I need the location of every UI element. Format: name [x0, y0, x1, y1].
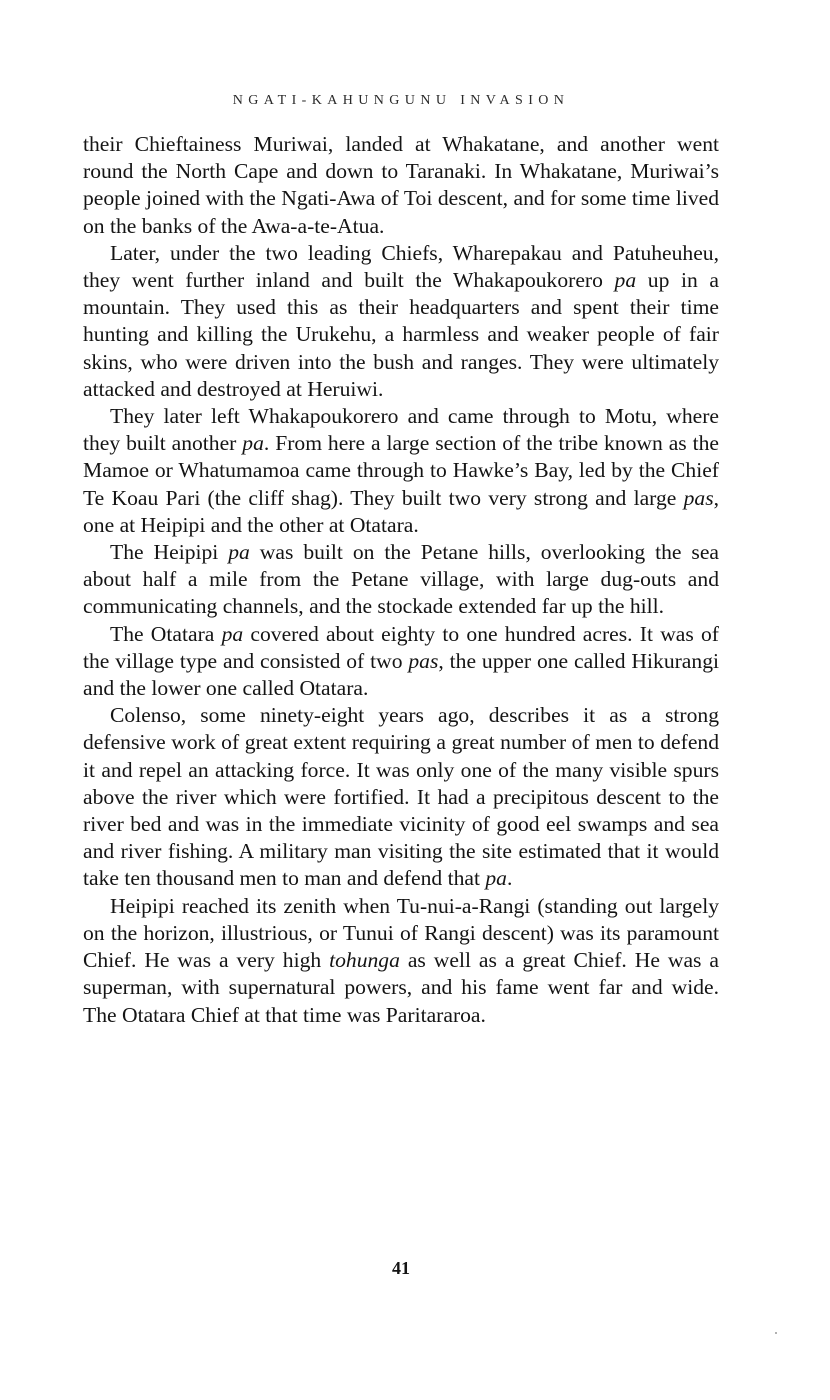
- text-run: Heipipi reached its zenith when Tu-nui-a-Rangi (standing out largely on the horizon, illustrious, or Tunui of Rangi descent) was its paramount Chief. He was a very high: [83, 893, 719, 973]
- paragraph: [83, 403, 719, 539]
- text-run: The Heipipi: [110, 540, 229, 565]
- body-text: [83, 131, 719, 1029]
- text-run: their Chieftainess Muriwai, landed at Whakatane, and another went round the North Cape and down to Taranaki. In Whakatane, Muriwai’s people joined with the Ngati-Awa of Toi descent, and for some time lived on the banks of the Awa-a-te-Atua.: [83, 132, 719, 238]
- text-run: Later, under the two leading Chiefs, Wharepakau and Patuheuheu, they went further inland and built the Whakapoukorero: [83, 240, 719, 293]
- text-run: , the upper one called Hikurangi and the lower one called Otatara.: [83, 648, 719, 701]
- text-run: was built on the Petane hills, overlooking the sea about half a mile from the Petane village, with large dug-outs and communicating channels, and the stockade extended far up the hill.: [83, 540, 719, 619]
- text-run: covered about eighty to one hundred acres. It was of the village type and consisted of two: [83, 621, 719, 673]
- text-run: .: [506, 866, 513, 891]
- paragraph: [83, 539, 719, 621]
- italic-term: pas: [408, 648, 439, 673]
- italic-term: pa: [485, 866, 507, 891]
- italic-term: pa: [221, 621, 244, 646]
- text-run: . From here a large section of the tribe known as the Mamoe or Whatumamoa came through to Hawke’s Bay, led by the Chief Te Koau Pari (the cliff shag). They built two very strong and large: [83, 431, 719, 510]
- paragraph: [83, 621, 719, 703]
- italic-term: pa: [614, 268, 637, 293]
- text-run: They later left Whakapoukorero and came through to Motu, where they built another: [83, 404, 719, 456]
- italic-term: pas: [683, 485, 714, 510]
- paragraph: [83, 702, 719, 892]
- text-run: , one at Heipipi and the other at Otatara.: [83, 485, 719, 537]
- text-run: up in a mountain. They used this as their headquarters and spent their time hunting and killing the Urukehu, a harmless and weaker people of fair skins, who were driven into the bush and ranges. They were ultimately attacked and destroyed at Heruiwi.: [83, 268, 719, 401]
- italic-term: tohunga: [329, 948, 400, 973]
- text-run: as well as a great Chief. He was a superman, with supernatural powers, and his fame went far and wide. The Otatara Chief at that time was Paritararoa.: [83, 948, 719, 1027]
- italic-term: pa: [228, 540, 250, 565]
- running-head: NGATI-KAHUNGUNU INVASION: [232, 93, 570, 108]
- paragraph: [83, 893, 719, 1029]
- text-run: Colenso, some ninety-eight years ago, describes it as a strong defensive work of great extent requiring a great number of men to defend it and repel an attacking force. It was only one of the many visible spurs above the river which were fortified. It had a precipitous descent to the river bed and was in the immediate vicinity of good eel swamps and sea and river fishing. A military man visiting the site estimated that it would take ten thousand men to man and defend that: [83, 703, 719, 891]
- italic-term: pa: [242, 431, 264, 456]
- text-run: The Otatara: [110, 621, 222, 646]
- paragraph: [83, 240, 719, 403]
- paper-speck: [775, 1332, 777, 1334]
- page-number: 41: [392, 1258, 410, 1278]
- paragraph: [83, 131, 719, 240]
